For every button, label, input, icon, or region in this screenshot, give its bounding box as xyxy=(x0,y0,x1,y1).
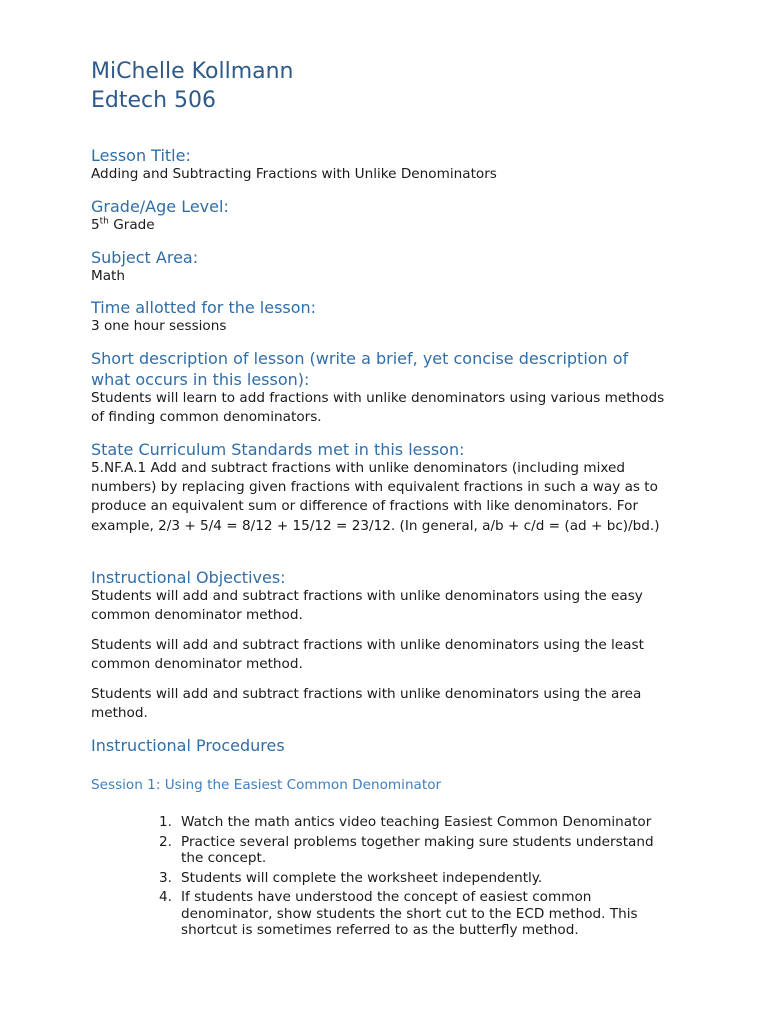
lesson-title-heading: Lesson Title: xyxy=(91,146,191,165)
session-1-title: Session 1: Using the Easiest Common Denominator xyxy=(91,777,442,793)
objective-item: Students will add and subtract fractions with unlike denominators using the area method. xyxy=(91,686,642,722)
session-1-steps xyxy=(159,814,659,942)
standards-heading: State Curriculum Standards met in this lesson: xyxy=(91,440,465,459)
short-description-value: Students will learn to add fractions with unlike denominators using various methods of finding common denominators. xyxy=(91,390,665,426)
objectives-heading: Instructional Objectives: xyxy=(91,568,286,587)
subject-area-heading: Subject Area: xyxy=(91,248,199,267)
standards-value: 5.NF.A.1 Add and subtract fractions with unlike denominators (including mixed numbers) by replacing given fractions with equivalent fractions in such a way as to produce an equivalent sum or difference of fractions with like denominators. For example, 2/3 + 5/4 = 8/12 + 15/12 = 23/12. (In general, a/b + c/d = (ad + bc)/bd.) xyxy=(91,460,660,534)
objective-item: Students will add and subtract fractions with unlike denominators using the least common denominator method. xyxy=(91,637,644,673)
step-number: 1. xyxy=(159,814,172,830)
step-text: Students will complete the worksheet independently. xyxy=(181,869,543,886)
lesson-title-value: Adding and Subtracting Fractions with Unlike Denominators xyxy=(91,166,497,182)
step-number: 4. xyxy=(159,889,172,905)
list-item xyxy=(159,834,659,867)
grade-level-value xyxy=(91,216,671,235)
list-item xyxy=(159,870,659,887)
short-description-heading: Short description of lesson (write a brief, yet concise description of what occurs in this lesson): xyxy=(91,349,629,389)
objective-item: Students will add and subtract fractions with unlike denominators using the easy common denominator method. xyxy=(91,588,643,624)
list-item xyxy=(159,889,659,939)
step-text: If students have understood the concept of easiest common denominator, show students the short cut to the ECD method. This shortcut is sometimes referred to as the butterfly method. xyxy=(181,889,638,938)
step-text: Practice several problems together making sure students understand the concept. xyxy=(181,833,654,866)
procedures-heading: Instructional Procedures xyxy=(91,736,285,755)
list-item xyxy=(159,814,659,831)
course-name: Edtech 506 xyxy=(91,88,217,113)
step-number: 3. xyxy=(159,869,172,886)
grade-level-heading: Grade/Age Level: xyxy=(91,197,229,216)
step-text: Watch the math antics video teaching Easiest Common Denominator xyxy=(181,814,652,830)
subject-area-value: Math xyxy=(91,268,126,284)
step-number: 2. xyxy=(159,833,172,850)
author-name: MiChelle Kollmann xyxy=(91,59,294,84)
time-allotted-value: 3 one hour sessions xyxy=(91,318,227,334)
time-allotted-heading: Time allotted for the lesson: xyxy=(91,298,317,317)
grade-superscript: th xyxy=(99,216,109,227)
grade-suffix: Grade xyxy=(108,217,155,233)
grade-number: 5 xyxy=(91,217,100,233)
